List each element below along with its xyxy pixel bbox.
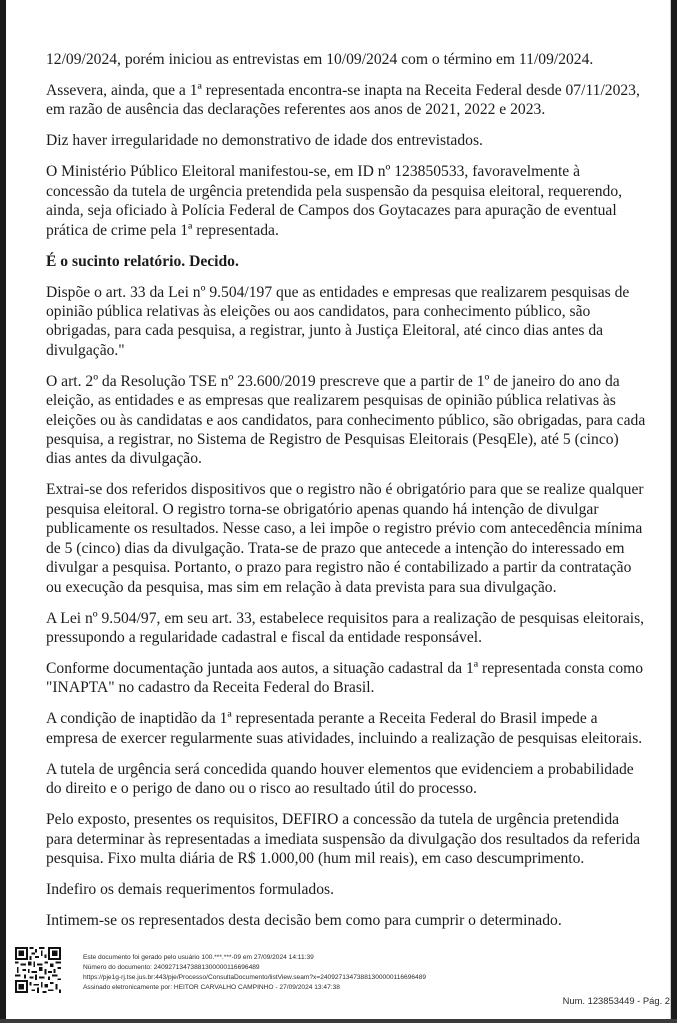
footer-metadata: [83, 953, 426, 993]
document-number-text: Número do documento: 24092713473881300000116696489: [83, 963, 260, 971]
paragraph-resolucao-tse: O art. 2º da Resolução TSE nº 23.600/2019 prescreve que a partir de 1º de janeiro do ano da eleição, as entidades e as empresas que realizarem pesquisas de opinião pública relativas às eleições ou às candidatas e aos candidatos, para conhecimento público, são obrigadas, para cada pesquisa, a registrar, no Sistema de Registro de Pesquisas Eleitorais (PesqEle), até 5 (cinco) dias antes da divulgação.: [46, 372, 646, 468]
paragraph-extrai-se: Extrai-se dos referidos dispositivos que o registro não é obrigatório para que se realize qualquer pesquisa eleitoral. O registro torna-se obrigatório apenas quando há intenção de divulgar publicamente os resultados. Nesse caso, a lei impõe o registro prévio com antecedência mínima de 5 (cinco) dias da divulgação. Trata-se de prazo que antecede a intenção do interessado em divulgar a pesquisa. Portanto, o prazo para registro não é contabilizado a partir da contratação ou execução da pesquisa, mas sim em relação à data prevista para sua divulgação.: [46, 481, 644, 596]
paragraph-relatorio-heading: É o sucinto relatório. Decido.: [46, 252, 239, 270]
document-footer: [6, 944, 670, 1019]
paragraph-inapta-receita: Assevera, ainda, que a 1ª representada encontra-se inapta na Receita Federal desde 07/11/2023, em razão de ausência das declarações referentes aos anos de 2021, 2022 e 2023.: [46, 82, 640, 119]
paragraph-irregularidade: Diz haver irregularidade no demonstrativo de idade dos entrevistados.: [46, 132, 483, 150]
qr-code-icon: [15, 947, 61, 993]
paragraph-tutela-urgencia: A tutela de urgência será concedida quando houver elementos que evidenciem a probabilidade do direito e o perigo de dano ou o risco ao resultado útil do processo.: [46, 760, 634, 798]
signed-by-text: Assinado eletronicamente por: HEITOR CARVALHO CAMPINHO - 27/09/2024 13:47:38: [83, 983, 340, 991]
paragraph-lei-9504: A Lei nº 9.504/97, em seu art. 33, estabelece requisitos para a realização de pesquisas eleitorais, pressupondo a regularidade cadastral e fiscal da entidade responsável.: [46, 609, 645, 646]
paragraph-inaptidao: A condição de inaptidão da 1ª representada perante a Receita Federal do Brasil impede a empresa de exercer regularmente suas atividades, incluindo a realização de pesquisas eleitorais.: [46, 710, 643, 747]
paragraph-defiro: Pelo exposto, presentes os requisitos, DEFIRO a concessão da tutela de urgência pretendida para determinar às representadas a imediata suspensão da divulgação dos resultados da referida pesquisa. Fixo multa diária de R$ 1.000,00 (hum mil reais), em caso descumprimento.: [46, 811, 641, 867]
paragraph-art-33: Dispõe o art. 33 da Lei nº 9.504/197 que as entidades e empresas que realizarem pesquisas de opinião pública relativas às eleições ou aos candidatos, para conhecimento público, são obrigadas, para cada pesquisa, a registrar, junto à Justiça Eleitoral, até cinco dias antes da divulgação.": [46, 283, 630, 359]
document-url-link[interactable]: https://pje1g-rj.tse.jus.br:443/pje/Processo/ConsultaDocumento/listView.seam?x=24092713473881300000116696489: [83, 973, 427, 981]
page-bottom-edge: [0, 1019, 677, 1023]
document-page: [6, 0, 671, 1019]
paragraph-intimem-se: Intimem-se os representados desta decisão bem como para cumprir o determinado.: [46, 911, 562, 929]
paragraph-indefiro: Indefiro os demais requerimentos formulados.: [46, 880, 334, 898]
document-body: [46, 50, 646, 942]
paragraph-interview-dates: 12/09/2024, porém iniciou as entrevistas em 10/09/2024 com o término em 11/09/2024.: [46, 51, 594, 68]
page-number: Num. 123853449 - Pág. 2: [562, 995, 670, 1006]
paragraph-situacao-cadastral: Conforme documentação juntada aos autos, a situação cadastral da 1ª representada consta como "INAPTA" no cadastro da Receita Federal do Brasil.: [46, 659, 644, 697]
generated-by-text: Este documento foi gerado pelo usuário 100.***.***-09 em 27/09/2024 14:11:39: [83, 954, 314, 961]
paragraph-ministerio-publico: O Ministério Público Eleitoral manifestou-se, em ID nº 123850533, favoravelmente à concessão da tutela de urgência pretendida pela suspensão da pesquisa eleitoral, requerendo, ainda, seja oficiado à Polícia Federal de Campos dos Goytacazes para apuração de eventual prática de crime pela 1ª representada.: [46, 163, 623, 239]
